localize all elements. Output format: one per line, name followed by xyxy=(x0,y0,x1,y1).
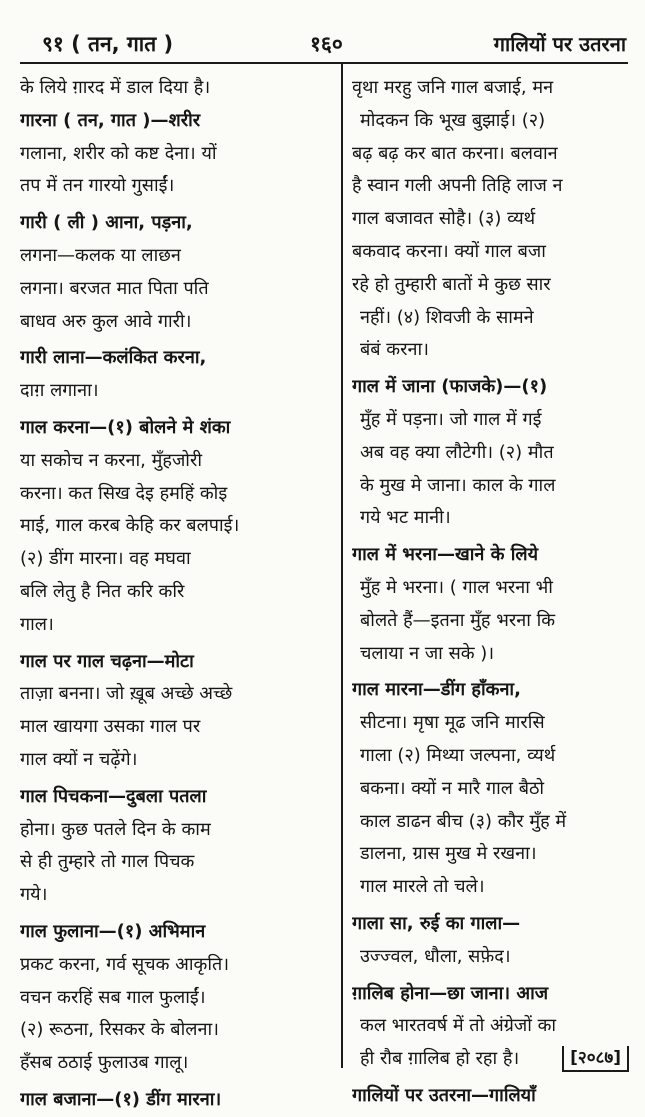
text-line: करना। कत सिख देइ हमहिं कोइ xyxy=(20,482,228,504)
text-line: बंबं करना। xyxy=(360,339,429,361)
text-line: बकना। क्यों न मारै गाल बैठो xyxy=(360,777,545,799)
text-line: गाल पर गाल चढ़ना—मोटा xyxy=(20,650,194,672)
text-line: सीटना। मृषा मूढ जनि मारसि xyxy=(360,712,545,734)
text-line: या सकोच न करना, मुँहजोरी xyxy=(20,449,202,471)
text-line: लगना—कलक या लाछन xyxy=(20,244,181,266)
text-line: गाला सा, रुई का गाला— xyxy=(352,912,521,934)
text-line: गाला (२) मिथ्या जल्पना, व्यर्थ xyxy=(360,744,556,766)
header-right-entry: गालियों पर उतरना xyxy=(493,32,626,56)
text-line: से ही तुम्हारे तो गाल पिचक xyxy=(20,851,195,873)
column-divider xyxy=(341,64,343,1068)
text-line: बोलते हैं—इतना मुँह भरना कि xyxy=(360,609,556,631)
text-line: गाल बजावत सोहै। (३) व्यर्थ xyxy=(352,208,536,230)
text-line: मुँह मे भरना। ( गाल भरना भी xyxy=(360,576,553,598)
text-line: अब वह क्या लौटेगी। (२) मौत xyxy=(360,441,554,463)
text-line: हँसब ठठाई फुलाउब गालू। xyxy=(20,1052,189,1074)
text-line: के मुख मे जाना। काल के गाल xyxy=(360,474,556,496)
text-line: गये भट मानी। xyxy=(360,507,451,529)
text-line: बलि लेतु है नित करि करि xyxy=(20,580,185,602)
page-header xyxy=(20,20,628,64)
text-line: चलाया न जा सके )। xyxy=(360,642,495,664)
text-line: होना। कुछ पतले दिन के काम xyxy=(20,818,211,840)
text-line: रहे हो तुम्हारी बातों मे कुछ सार xyxy=(352,273,551,295)
text-line: गालियों पर उतरना—गालियाँ xyxy=(352,1084,536,1106)
text-line: गाल बजाना—(१) डींग मारना। xyxy=(20,1088,222,1110)
text-line: गाल फुलाना—(१) अभिमान xyxy=(20,920,206,942)
text-line: बाधव अरु कुल आवे गारी। xyxy=(20,310,192,332)
text-line: (२) रूठना, रिसकर के बोलना। xyxy=(20,1019,219,1041)
text-line: ताज़ा बनना। जो ख़ूब अच्छे अच्छे xyxy=(20,683,233,705)
text-line: है स्वान गली अपनी तिहि लाज न xyxy=(352,175,563,197)
text-line: वचन करहिं सब गाल फुलाईं। xyxy=(20,986,206,1008)
text-line: माल खायगा उसका गाल पर xyxy=(20,716,201,738)
text-line: गये। xyxy=(20,884,48,906)
text-line: के लिये ग़ारद में डाल दिया है। xyxy=(20,77,211,98)
text-line: गलाना, शरीर को कष्ट देना। यों xyxy=(20,142,217,164)
text-line: गाल में जाना (फाजके)—(१) xyxy=(352,376,548,398)
text-line: मोदकन कि भूख बुझाई। (२) xyxy=(360,109,546,131)
text-line: गाल में भरना—खाने के लिये xyxy=(352,544,539,566)
text-line: दाग़ लगाना। xyxy=(20,380,99,402)
text-line: वृथा मरहु जनि गाल बजाई, मन xyxy=(352,77,554,98)
text-line: गाल करना—(१) बोलने मे शंका xyxy=(20,416,231,438)
text-line: गाल। xyxy=(20,613,54,635)
text-line: गाल पिचकना—दुबला पतला xyxy=(20,785,207,807)
text-line: ही रौब ग़ालिब हो रहा है। xyxy=(360,1048,520,1070)
text-line: तप में तन गारयो गुसाईं। xyxy=(20,175,175,197)
text-line: डालना, ग्रास मुख मे रखना। xyxy=(360,843,537,865)
text-line: कल भारतवर्ष में तो अंग्रेजों का xyxy=(360,1015,557,1037)
text-line: उज्ज्वल, धौला, सफ़ेद। xyxy=(360,945,511,967)
header-left-entry: ९१ ( तन, गात ) xyxy=(42,32,174,56)
text-line: काल डाढन बीच (३) कौर मुँह में xyxy=(360,810,567,832)
text-line: माई, गाल करब केहि कर बलपाई। xyxy=(20,515,240,537)
text-line: नहीं। (४) शिवजी के सामने xyxy=(360,306,534,328)
text-line: ग़ालिब होना—छा जाना। आज xyxy=(352,982,549,1004)
text-line: गाल मारले तो चले। xyxy=(360,876,485,898)
text-line: बकवाद करना। क्यों गाल बजा xyxy=(352,240,546,262)
text-line: गारी लाना—कलंकित करना, xyxy=(20,347,207,369)
page-number: १६० xyxy=(310,32,343,56)
text-line: (२) डींग मारना। वह मघवा xyxy=(20,548,191,570)
text-line: गाल क्यों न चढ़ेंगे। xyxy=(20,748,138,770)
text-line: गारी ( ली ) आना, पड़ना, xyxy=(20,212,193,234)
text-line: गारना ( तन, गात )—शरीर xyxy=(20,109,201,131)
text-line: लगना। बरजत मात पिता पति xyxy=(20,277,209,299)
text-line: मुँह में पड़ना। जो गाल में गई xyxy=(360,408,542,430)
page-reference: [२०८७] xyxy=(562,1046,629,1072)
text-line: गाल मारना—डींग हाँकना, xyxy=(352,679,521,701)
right-column xyxy=(352,72,632,1113)
left-column xyxy=(20,72,334,1117)
text-line: प्रकट करना, गर्व सूचक आकृति। xyxy=(20,953,230,975)
text-line: बढ़ बढ़ कर बात करना। बलवान xyxy=(352,142,558,164)
